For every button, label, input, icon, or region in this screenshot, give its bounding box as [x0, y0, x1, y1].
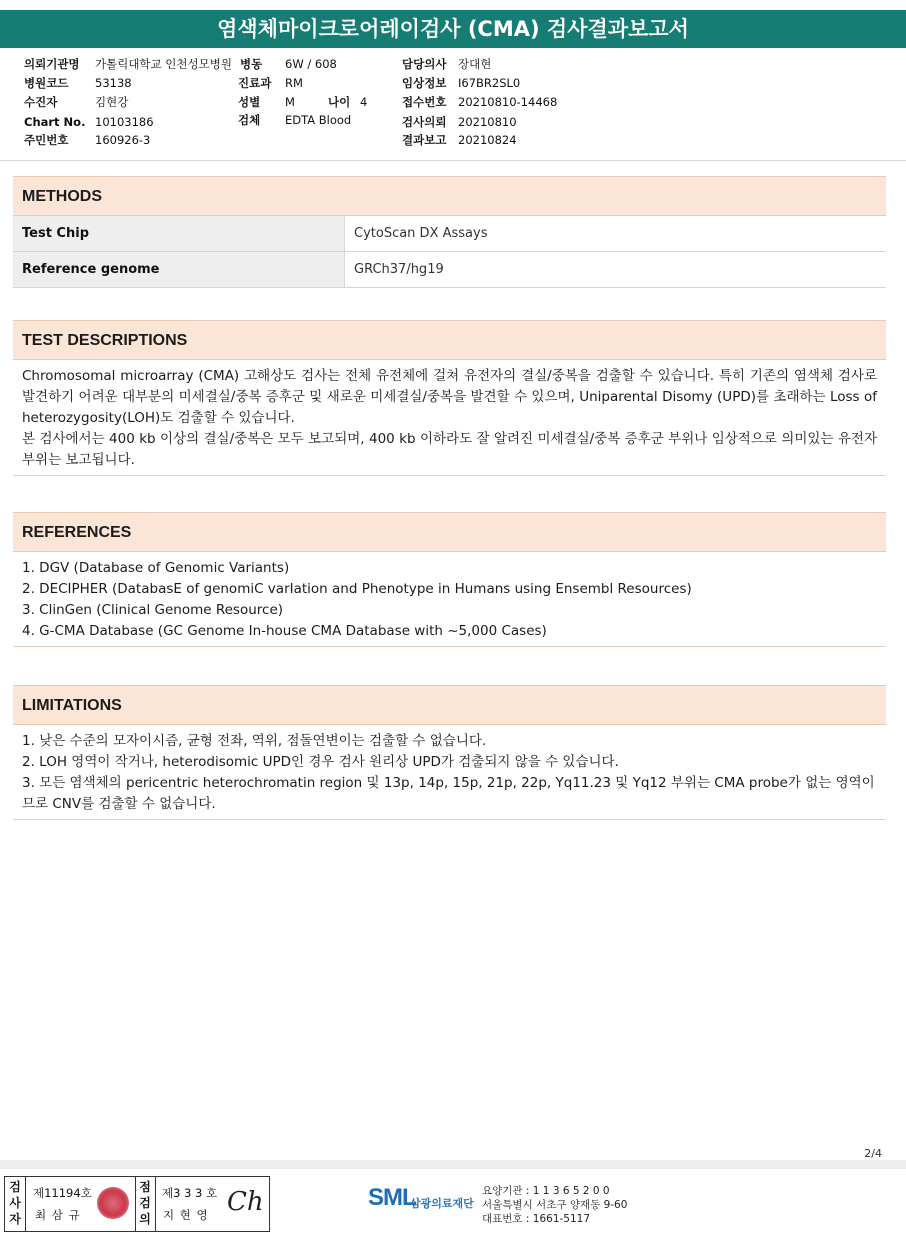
divider [155, 1177, 156, 1231]
specimen-value: EDTA Blood [285, 113, 352, 127]
test-chip-label: Test Chip [13, 216, 345, 252]
reviewer-label: 점검의 [139, 1180, 151, 1226]
methods-section [13, 176, 886, 288]
lab-code: 요양기관 : 1 1 3 6 5 2 0 0 [482, 1185, 610, 1197]
chart-no-value: 10103186 [95, 115, 154, 129]
limitations-section [13, 685, 886, 820]
report-title: 염색체마이크로어레이검사 (CMA) 검사결과보고서 [0, 10, 906, 48]
list-item: 1. DGV (Database of Genomic Variants) [22, 560, 290, 576]
lab-contact [482, 1184, 627, 1226]
resident-no-label: 주민번호 [24, 133, 69, 147]
page-number: 2/4 [864, 1147, 882, 1160]
sml-logo-name: 삼광의료재단 [410, 1197, 474, 1210]
divider [135, 1177, 136, 1231]
references-section [13, 512, 886, 647]
table-row [13, 252, 886, 288]
reception-no-label: 접수번호 [402, 95, 447, 109]
list-item: 2. LOH 영역이 작거나, heterodisomic UPD인 경우 검사 원리상 UPD가 검출되지 않을 수 있습니다. [22, 754, 619, 770]
reception-no-value: 20210810-14468 [458, 95, 558, 109]
specimen-label: 검체 [238, 113, 261, 127]
institution-label: 의뢰기관명 [24, 57, 80, 71]
table-row [13, 216, 886, 252]
examiner-label: 검사자 [9, 1180, 21, 1226]
clinical-info-value: I67BR2SL0 [458, 76, 521, 90]
signature-box [4, 1176, 270, 1232]
examiner-license: 제11194호 [33, 1186, 92, 1200]
age-label: 나이 [328, 95, 351, 109]
reviewer-name: 지 현 영 [163, 1208, 209, 1222]
test-descriptions-section [13, 320, 886, 476]
lab-address: 서울특별시 서초구 양재동 9-60 [482, 1199, 628, 1211]
description-paragraph: Chromosomal microarray (CMA) 고해상도 검사는 전체 유전체에 걸쳐 유전자의 결실/중복을 검출할 수 있습니다. 특히 기존의 염색체 검사로 발견하기 어려운 대부분의 미세결실/중복 증후군 및 새로운 미세결실/중복을 발견할 수 있으며, Uniparental Disomy (UPD)를 초래하는 Loss of heterozygosity(LOH)도 검출할 수 있습니다. [22, 368, 877, 426]
sex-label: 성별 [238, 95, 261, 109]
request-date-label: 검사의뢰 [402, 115, 447, 129]
examinee-value: 김현강 [95, 95, 129, 109]
list-item: 4. G-CMA Database (GC Genome In-house CMA Database with ~5,000 Cases) [22, 623, 547, 639]
lab-phone: 대표번호 : 1661-5117 [482, 1213, 591, 1225]
hospital-code-value: 53138 [95, 76, 132, 90]
list-item: 3. 모든 염색체의 pericentric heterochromatin region 및 13p, 14p, 15p, 21p, 22p, Yq11.23 및 Yq12 부위는 CMA probe가 없는 영역이므로 CNV를 검출할 수 없습니다. [22, 775, 875, 812]
request-date-value: 20210810 [458, 115, 517, 129]
reviewer-license: 제3 3 3 호 [162, 1186, 218, 1200]
examinee-label: 수진자 [24, 95, 58, 109]
age-value: 4 [360, 95, 368, 109]
test-descriptions-body [13, 360, 886, 476]
report-date-value: 20210824 [458, 133, 517, 147]
chart-no-label: Chart No. [24, 115, 86, 129]
patient-info-block [0, 48, 906, 161]
limitations-heading: LIMITATIONS [13, 685, 886, 725]
clinical-info-label: 임상정보 [402, 76, 447, 90]
methods-table [13, 216, 886, 288]
hospital-code-label: 병원코드 [24, 76, 69, 90]
footer-divider [0, 1160, 906, 1169]
department-label: 진료과 [238, 76, 272, 90]
list-item: 2. DECIPHER (DatabasE of genomiC varIation and Phenotype in Humans using Ensembl Resources) [22, 581, 692, 597]
ward-label: 병동 [240, 57, 263, 71]
test-chip-value: CytoScan DX Assays [345, 216, 887, 252]
list-item: 3. ClinGen (Clinical Genome Resource) [22, 602, 284, 618]
references-body [13, 552, 886, 647]
resident-no-value: 160926-3 [95, 133, 151, 147]
doctor-value: 장대현 [458, 57, 492, 71]
report-date-label: 결과보고 [402, 133, 447, 147]
limitations-body [13, 725, 886, 820]
department-value: RM [285, 76, 303, 90]
signature: Ch [227, 1187, 264, 1217]
test-descriptions-heading: TEST DESCRIPTIONS [13, 320, 886, 360]
reference-genome-value: GRCh37/hg19 [345, 252, 887, 288]
examiner-name: 최 삼 규 [35, 1208, 81, 1222]
reference-genome-label: Reference genome [13, 252, 345, 288]
list-item: 1. 낮은 수준의 모자이시즘, 균형 전좌, 역위, 점돌연변이는 검출할 수 없습니다. [22, 733, 487, 749]
doctor-label: 담당의사 [402, 57, 447, 71]
sml-logo-mark: SML [368, 1184, 416, 1211]
ward-value: 6W / 608 [285, 57, 337, 71]
seal-stamp [97, 1187, 129, 1219]
institution-value: 가톨릭대학교 인천성모병원 [95, 57, 232, 71]
references-heading: REFERENCES [13, 512, 886, 552]
description-paragraph: 본 검사에서는 400 kb 이상의 결실/중복은 모두 보고되며, 400 kb 이하라도 잘 알려진 미세결실/중복 증후군 부위나 임상적으로 의미있는 유전자 부위는 보고됩니다. [22, 431, 877, 468]
methods-heading: METHODS [13, 176, 886, 216]
divider [25, 1177, 26, 1231]
sex-value: M [285, 95, 295, 109]
